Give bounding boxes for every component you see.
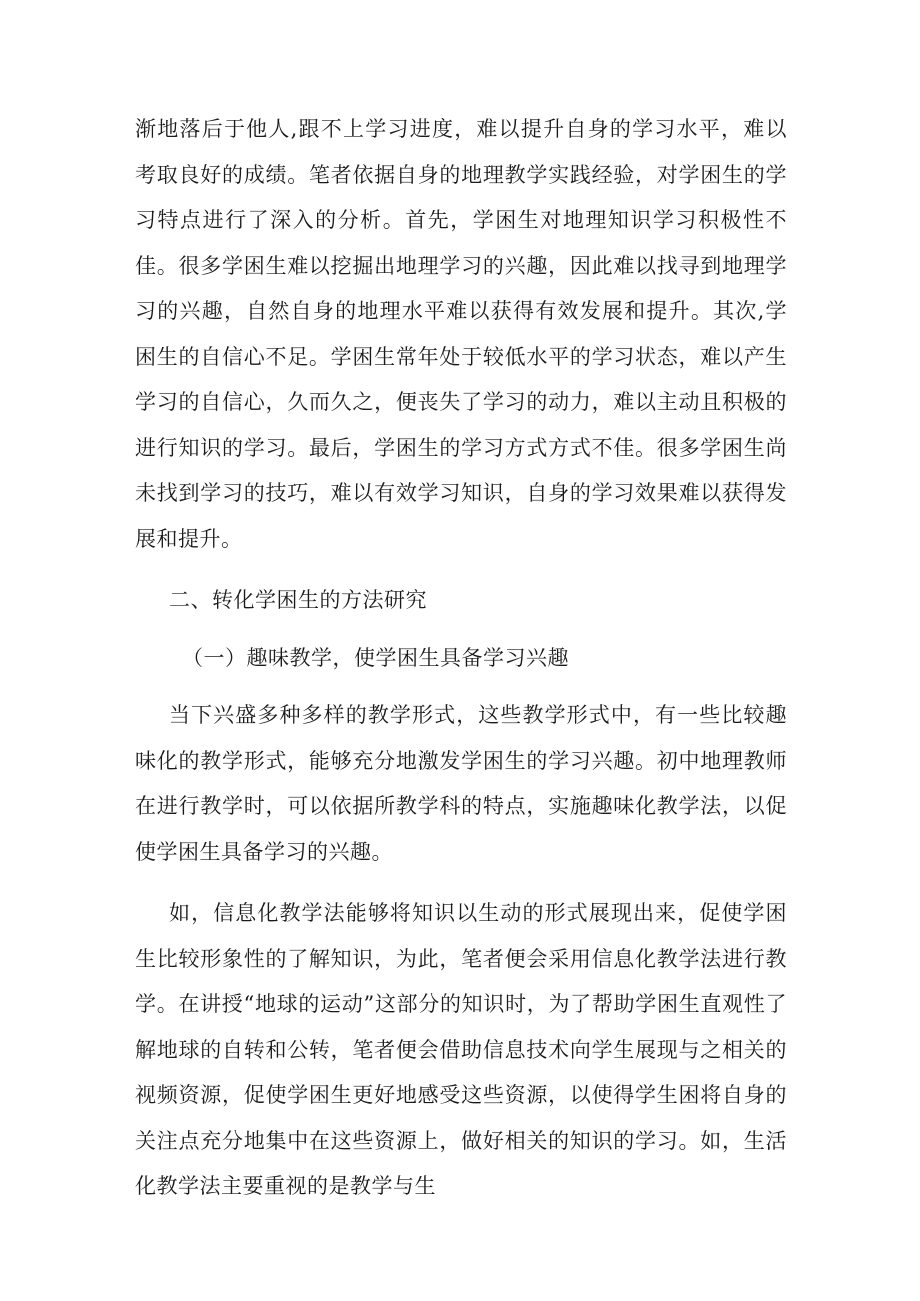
paragraph-it-teaching: 如，信息化教学法能够将知识以生动的形式展现出来，促使学困生比较形象性的了解知识，为此，笔者便会采用信息化教学法进行教学。在讲授“地球的运动”这部分的知识时，为了帮助学困生直观性了解地球的自转和公转，笔者便会借助信息技术向学生展现与之相关的视频资源，促使学困生更好地感受这些资源，以使得学生困将自身的关注点充分地集中在这些资源上，做好相关的知识的学习。如，生活化教学法主要重视的是教学与生	[135, 901, 787, 1198]
subsection-heading: （一）趣味教学，使学困生具备学习兴趣	[182, 645, 569, 670]
paragraph-learning-traits: 渐地落后于他人,跟不上学习进度，难以提升自身的学习水平，难以考取良好的成绩。笔者依据自身的地理教学实践经验，对学困生的学习特点进行了深入的分析。首先，学困生对地理知识学习积极性不佳。很多学困生难以挖掘出地理学习的兴趣，因此难以找寻到地理学习的兴趣，自然自身的地理水平难以获得有效发展和提升。其次,学困生的自信心不足。学困生常年处于较低水平的学习状态，难以产生学习的自信心，久而久之，便丧失了学习的动力，难以主动且积极的进行知识的学习。最后，学困生的学习方式方式不佳。很多学困生尚未找到学习的技巧，难以有效学习知识，自身的学习效果难以获得发展和提升。	[135, 117, 787, 551]
paragraph-fun-teaching: 当下兴盛多种多样的教学形式，这些教学形式中，有一些比较趣味化的教学形式，能够充分地激发学困生的学习兴趣。初中地理教师在进行教学时，可以依据所教学科的特点，实施趣味化教学法，以促使学困生具备学习的兴趣。	[135, 703, 787, 864]
document-body	[135, 107, 787, 1210]
section-heading: 二、转化学困生的方法研究	[169, 588, 427, 612]
